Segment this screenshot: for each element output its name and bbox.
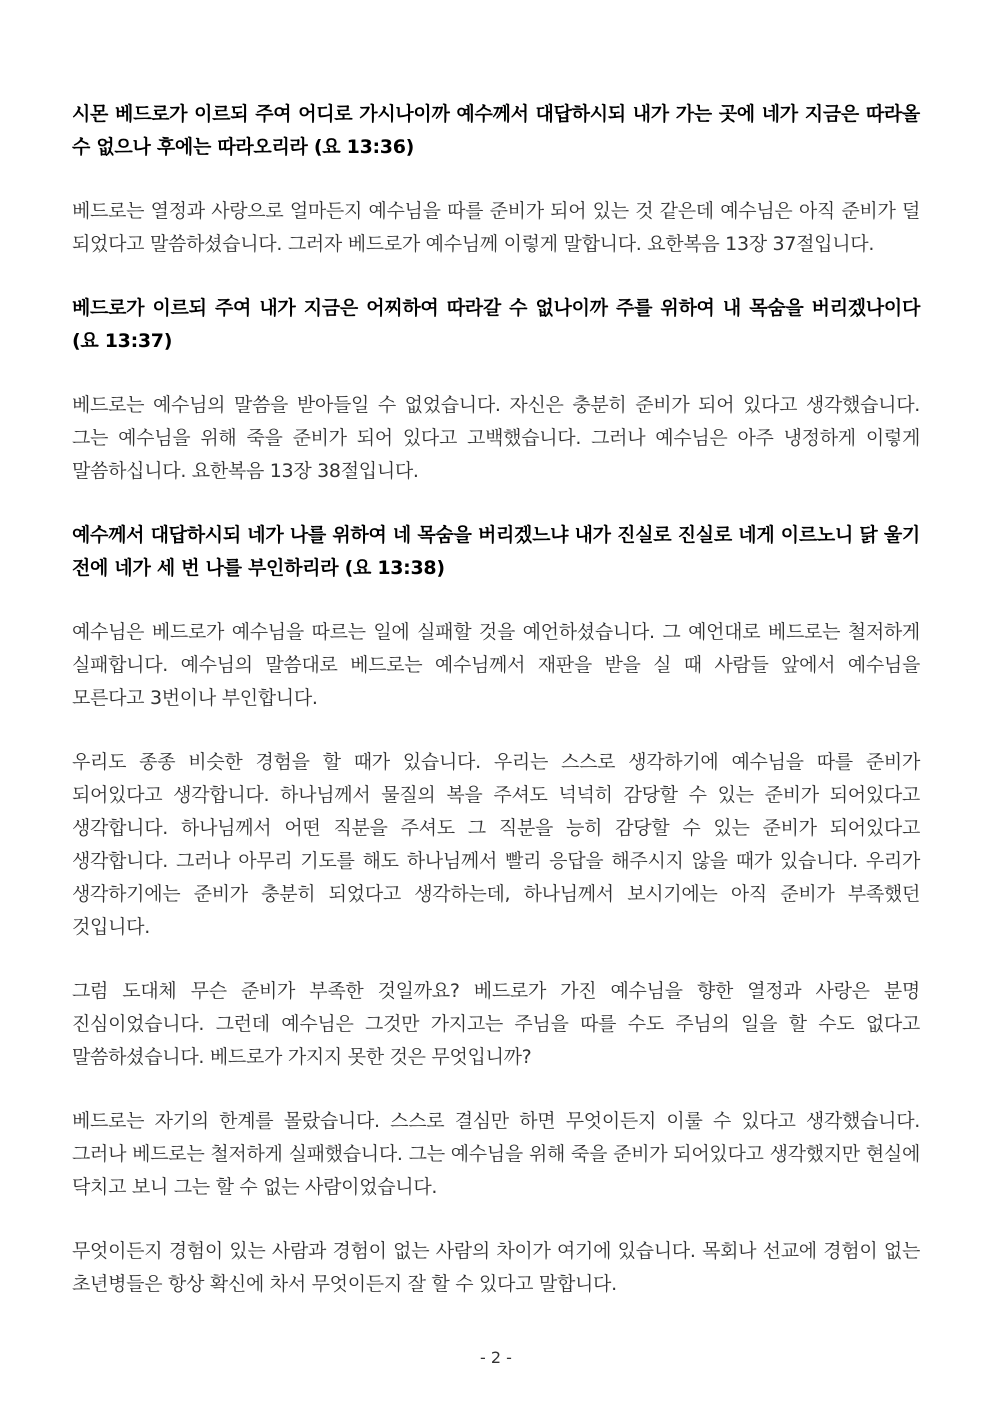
body-paragraph: 우리도 종종 비슷한 경험을 할 때가 있습니다. 우리는 스스로 생각하기에 예수님을 따를 준비가 되어있다고 생각합니다. 하나님께서 물질의 복을 주셔도 넉넉히 감당할 수 있는 준비가 되어있다고 생각합니다. 하나님께서 어떤 직분을 주셔도 그 직분을 능히 감당할 수 있는 준비가 되어있다고 생각합니다. 그러나 아무리 기도를 해도 하나님께서 빨리 응답을 해주시지 않을 때가 있습니다. 우리가 생각하기에는 준비가 충분히 되었다고 생각하는데, 하나님께서 보시기에는 아직 준비가 부족했던 것입니다. bbox=[72, 751, 920, 938]
body-paragraph: 베드로는 열정과 사랑으로 얼마든지 예수님을 따를 준비가 되어 있는 것 같은데 예수님은 아직 준비가 덜 되었다고 말씀하셨습니다. 그러자 베드로가 예수님께 이렇게 말합니다. 요한복음 13장 37절입니다. bbox=[72, 200, 920, 255]
verse-john-13-36: 시몬 베드로가 이르되 주여 어디로 가시나이까 예수께서 대답하시되 내가 가는 곳에 네가 지금은 따라올 수 없으나 후에는 따라오리라 (요 13:36) bbox=[72, 103, 920, 158]
document-page bbox=[72, 98, 920, 1301]
body-paragraph: 무엇이든지 경험이 있는 사람과 경험이 없는 사람의 차이가 여기에 있습니다. 목회나 선교에 경험이 없는 초년병들은 항상 확신에 차서 무엇이든지 잘 할 수 있다고 말합니다. bbox=[72, 1240, 920, 1295]
body-paragraph: 그럼 도대체 무슨 준비가 부족한 것일까요? 베드로가 가진 예수님을 향한 열정과 사랑은 분명 진심이었습니다. 그런데 예수님은 그것만 가지고는 주님을 따를 수도 주님의 일을 할 수도 없다고 말씀하셨습니다. 베드로가 가지지 못한 것은 무엇입니까? bbox=[72, 980, 920, 1068]
body-paragraph: 예수님은 베드로가 예수님을 따르는 일에 실패할 것을 예언하셨습니다. 그 예언대로 베드로는 철저하게 실패합니다. 예수님의 말씀대로 베드로는 예수님께서 재판을 받을 실 때 사람들 앞에서 예수님을 모른다고 3번이나 부인합니다. bbox=[72, 621, 920, 709]
body-paragraph: 베드로는 자기의 한계를 몰랐습니다. 스스로 결심만 하면 무엇이든지 이룰 수 있다고 생각했습니다. 그러나 베드로는 철저하게 실패했습니다. 그는 예수님을 위해 죽을 준비가 되어있다고 생각했지만 현실에 닥치고 보니 그는 할 수 없는 사람이었습니다. bbox=[72, 1110, 920, 1198]
page-number: - 2 - bbox=[480, 1348, 512, 1367]
body-paragraph: 베드로는 예수님의 말씀을 받아들일 수 없었습니다. 자신은 충분히 준비가 되어 있다고 생각했습니다. 그는 예수님을 위해 죽을 준비가 되어 있다고 고백했습니다. 그러나 예수님은 아주 냉정하게 이렇게 말씀하십니다. 요한복음 13장 38절입니다. bbox=[72, 394, 920, 482]
verse-john-13-37: 베드로가 이르되 주여 내가 지금은 어찌하여 따라갈 수 없나이까 주를 위하여 내 목숨을 버리겠나이다 (요 13:37) bbox=[72, 297, 920, 352]
verse-john-13-38: 예수께서 대답하시되 네가 나를 위하여 네 목숨을 버리겠느냐 내가 진실로 진실로 네게 이르노니 닭 울기 전에 네가 세 번 나를 부인하리라 (요 13:38) bbox=[72, 524, 920, 579]
